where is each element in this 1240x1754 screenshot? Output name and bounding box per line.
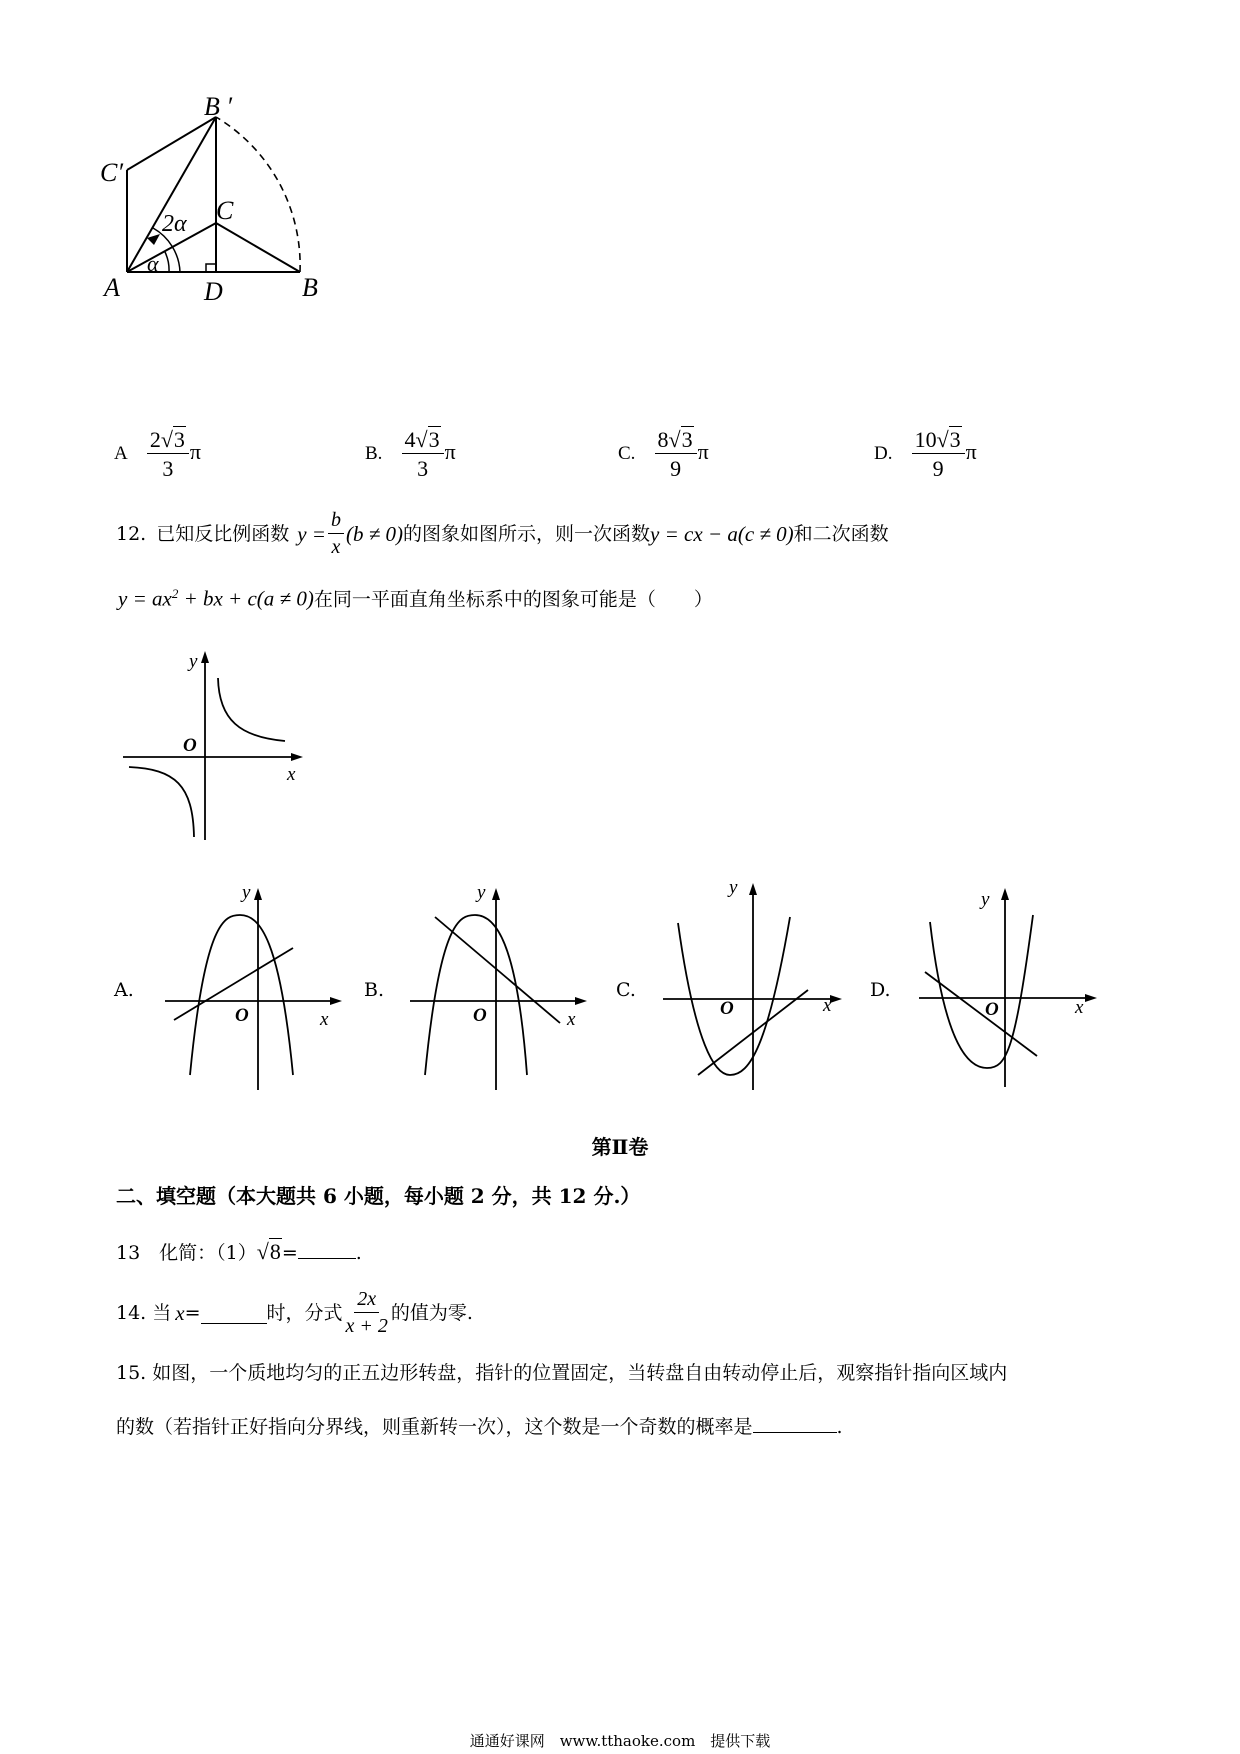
option-letter: D.	[874, 442, 893, 464]
q12-choice-label-a[interactable]: A.	[114, 979, 134, 1001]
question-number: 12.	[116, 522, 147, 545]
parabola	[678, 917, 790, 1075]
label-A: A	[104, 273, 120, 302]
axis-label-x: x	[320, 1009, 329, 1030]
q11-option-a[interactable]: A $\frac{2√3}{3}$ π	[114, 427, 202, 482]
label-2alpha: 2α	[162, 211, 187, 237]
q12-given-graph	[115, 645, 315, 840]
label-alpha: α	[147, 251, 159, 276]
angle-arc-alpha	[165, 252, 169, 272]
label-B: B	[302, 273, 318, 302]
parabola	[190, 915, 293, 1075]
parabola	[930, 915, 1033, 1068]
parabola	[425, 915, 527, 1075]
axis-label-y: y	[189, 651, 198, 672]
option-letter: A	[114, 442, 128, 464]
q15-line1: 15. 如图，一个质地均匀的正五边形转盘，指针的位置固定，当转盘自由转动停止后，观察指针指向区域内	[116, 1362, 1008, 1384]
q14: 14. 当 x = 时，分式 $\frac{2x}{x + 2}$ 的值为零.	[116, 1288, 473, 1337]
q12-choice-graph-b[interactable]	[405, 880, 590, 1090]
q12-choice-label-b[interactable]: B.	[364, 979, 385, 1001]
axis-label-x: x	[567, 1009, 576, 1030]
label-B-prime: B ′	[204, 95, 233, 121]
axis-label-y: y	[729, 877, 738, 898]
axis-label-x: x	[287, 764, 296, 785]
segment-AB-prime	[127, 117, 216, 272]
line	[435, 917, 560, 1023]
q11-option-c[interactable]: C. $\frac{8√3}{9}$ π	[618, 427, 709, 482]
q11-figure	[100, 95, 360, 315]
answer-blank[interactable]	[298, 1242, 356, 1259]
segment-C-prime-B-prime	[127, 117, 216, 170]
q12-choice-graph-d[interactable]	[915, 880, 1100, 1090]
answer-blank[interactable]	[201, 1303, 267, 1324]
origin-label: O	[235, 1005, 249, 1026]
axis-label-x: x	[823, 995, 832, 1016]
hyperbola-branch-1	[218, 678, 285, 741]
axis-label-y: y	[477, 882, 486, 903]
origin-label: O	[473, 1005, 487, 1026]
axis-label-x: x	[1075, 997, 1084, 1018]
line	[174, 948, 293, 1020]
y-arrow-icon	[201, 651, 209, 663]
q12-choice-graph-a[interactable]	[160, 880, 345, 1090]
right-angle-mark	[206, 264, 216, 272]
origin-label: O	[985, 999, 999, 1020]
q12-line2: $y = ax^2$ + bx + c(a ≠ 0)在同一平面直角坐标系中的图象可能是（ ）	[118, 586, 713, 611]
q12-choice-label-c[interactable]: C.	[616, 979, 636, 1001]
q11-option-d[interactable]: D. $\frac{10√3}{9}$ π	[874, 427, 977, 482]
q12-choice-label-d[interactable]: D.	[870, 979, 891, 1001]
arc-B-B-prime	[216, 117, 300, 272]
q15-line2: 的数（若指针正好指向分界线，则重新转一次），这个数是一个奇数的概率是 .	[116, 1416, 843, 1438]
section-heading: 二、填空题（本大题共 6 小题，每小题 2 分，共 12 分.）	[116, 1184, 641, 1208]
q11-option-b[interactable]: B. $\frac{4√3}{3}$ π	[365, 427, 456, 482]
answer-blank[interactable]	[753, 1416, 837, 1433]
option-letter: C.	[618, 442, 636, 464]
axis-label-y: y	[981, 889, 990, 910]
origin-label: O	[183, 735, 197, 756]
q12-line1: 12. 已知反比例函数 y = $\frac{b}{x}$ (b ≠ 0) 的图象如图所示，则一次函数 y = cx − a(c ≠ 0) 和二次函数	[116, 509, 889, 558]
section-title: 第Ⅱ卷	[591, 1135, 649, 1159]
q13: 13 化简：（1）√8= .	[116, 1239, 362, 1264]
footer: 通通好课网 www.tthaoke.com 提供下载	[469, 1732, 771, 1750]
axis-label-y: y	[242, 882, 251, 903]
option-letter: B.	[365, 442, 383, 464]
line	[925, 972, 1037, 1056]
x-arrow-icon	[291, 753, 303, 761]
hyperbola-branch-2	[129, 767, 194, 837]
q12-choice-graph-c[interactable]	[660, 875, 845, 1095]
segment-CB	[216, 223, 300, 272]
origin-label: O	[720, 998, 734, 1019]
label-C: C	[216, 196, 234, 225]
label-D: D	[204, 277, 223, 306]
label-C-prime: C′	[100, 158, 124, 187]
